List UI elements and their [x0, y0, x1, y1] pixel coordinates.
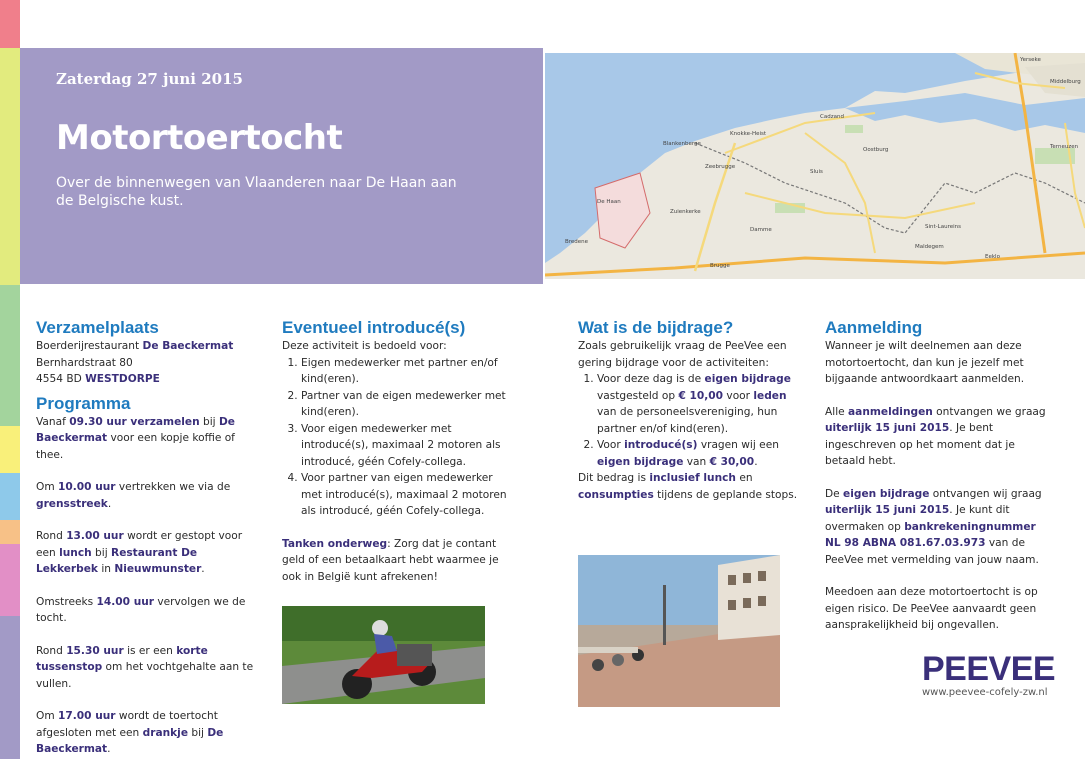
- event-date: Zaterdag 27 juni 2015: [56, 70, 243, 88]
- programma-item-6: Om 17.00 uur wordt de toertocht afgesloten met een drankje bij De Baeckermat.: [36, 710, 224, 755]
- aanmelding-p3: De eigen bijdrage ontvangen wij graag uiterlijk 15 juni 2015. Je kunt dit overmaken op bankrekeningnummer NL 98 ABNA 081.67.03.973 van de PeeVee met vermelding van jouw naam.: [825, 487, 1042, 566]
- route-map: [545, 53, 1085, 279]
- venue-line-1: Boerderijrestaurant De Baeckermat: [36, 340, 234, 352]
- aanmelding-p1: Wanneer je wilt deelnemen aan deze motortoertocht, dan kun je jezelf met bijgaande antwoordkaart aanmelden.: [825, 340, 1025, 385]
- strip-green: [0, 285, 20, 426]
- strip-light-yellow: [0, 426, 20, 473]
- label-sluis: Sluis: [810, 169, 823, 175]
- label-bredene: Bredene: [565, 239, 589, 245]
- hero-banner: [20, 48, 543, 284]
- label-zeebrugge: Zeebrugge: [705, 164, 736, 170]
- programma-item-1: Vanaf 09.30 uur verzamelen bij De Baeckermat voor een kopje koffie of thee.: [36, 415, 235, 461]
- programma-item-3: Rond 13.00 uur wordt er gestopt voor een lunch bij Restaurant De Lekkerbek in Nieuwmunster.: [36, 530, 243, 575]
- programma-item-4: Omstreeks 14.00 uur vervolgen we de tocht.: [36, 595, 246, 624]
- logo-url: www.peevee-cofely-zw.nl: [922, 687, 1048, 698]
- strip-yellow: [0, 48, 20, 285]
- label-de-haan: De Haan: [597, 199, 621, 205]
- tanken-note: Tanken onderweg: Zorg dat je contant geld of een betaalkaart hebt waarmee je ook in België kunt afrekenen!: [282, 537, 499, 583]
- heading-aanmelding: Aanmelding: [825, 318, 923, 337]
- list-item: 2. Voor introducé(s) vragen wij een eigen bijdrage van € 30,00.: [597, 437, 808, 470]
- aanmelding-p2: Alle aanmeldingen ontvangen we graag uiterlijk 15 juni 2015. Je bent ingeschreven op het moment dat je betaald hebt.: [825, 405, 1046, 467]
- label-cadzand: Cadzand: [820, 114, 844, 120]
- label-brugge: Brugge: [710, 263, 730, 269]
- programma-item-5: Rond 15.30 uur is er een korte tussenstop om het vochtgehalte aan te vullen.: [36, 644, 254, 690]
- heading-bijdrage: Wat is de bijdrage?: [578, 318, 734, 337]
- label-yerseke: Yerseke: [1020, 57, 1041, 63]
- column-verzamelplaats: [36, 318, 261, 758]
- label-middelburg: Middelburg: [1050, 79, 1081, 85]
- strip-blue: [0, 473, 20, 520]
- label-damme: Damme: [750, 227, 772, 233]
- venue-line-2: Bernhardstraat 80: [36, 356, 133, 369]
- introduce-intro: Deze activiteit is bedoeld voor:: [282, 340, 447, 352]
- peevee-logo: [922, 652, 1055, 700]
- venue-line-3: 4554 BD WESTDORPE: [36, 373, 160, 385]
- aanmelding-p4: Meedoen aan deze motortoertocht is op eigen risico. De PeeVee aanvaardt geen aansprakelijkheid bij ongevallen.: [825, 586, 1038, 631]
- page-title: Motortoertocht: [56, 118, 343, 158]
- bijdrage-intro: Zoals gebruikelijk vraag de PeeVee een gering bijdrage voor de activiteiten:: [578, 340, 787, 369]
- list-item: 2. Partner van de eigen medewerker met kind(eren).: [301, 388, 510, 421]
- label-sint-laureins: Sint-Laureins: [925, 224, 961, 230]
- label-maldegem: Maldegem: [915, 244, 944, 250]
- label-blankenberge: Blankenberge: [663, 141, 701, 147]
- motorcycle-photo: [282, 606, 485, 704]
- page-subtitle: Over de binnenwegen van Vlaanderen naar De Haan aan de Belgische kust.: [56, 175, 457, 209]
- introduce-list: [282, 355, 510, 520]
- strip-orange: [0, 520, 20, 544]
- column-introduce: [282, 318, 510, 585]
- programma-item-2: Om 10.00 uur vertrekken we via de grensstreek.: [36, 481, 231, 510]
- bijdrage-footer: Dit bedrag is inclusief lunch en consumpties tijdens de geplande stops.: [578, 472, 798, 501]
- label-terneuzen: Terneuzen: [1050, 144, 1079, 150]
- label-eeklo: Eeklo: [985, 254, 1000, 260]
- list-item: 1. Eigen medewerker met partner en/of kind(eren).: [301, 355, 510, 388]
- strip-purple: [0, 616, 20, 759]
- map-illustration: [545, 53, 1085, 279]
- strip-pink: [0, 544, 20, 616]
- logo-name: PEEVEE: [922, 650, 1056, 688]
- strip-red: [0, 0, 20, 48]
- list-item: 1. Voor deze dag is de eigen bijdrage vastgesteld op € 10,00 voor leden van de personeelsvereniging, hun partner en/of kind(eren).: [597, 371, 808, 437]
- heading-introduce: Eventueel introducé(s): [282, 318, 466, 337]
- label-zuienkerke: Zuienkerke: [670, 209, 701, 215]
- bijdrage-list: [578, 371, 808, 470]
- promenade-photo: [578, 555, 780, 707]
- label-knokke: Knokke-Heist: [730, 131, 767, 137]
- heading-programma: Programma: [36, 393, 131, 413]
- list-item: 3. Voor eigen medewerker met introducé(s), maximaal 2 motoren als introducé, géén Cofely-collega.: [301, 421, 510, 471]
- list-item: 4. Voor partner van eigen medewerker met introducé(s), maximaal 2 motoren als introducé, géén Cofely-collega.: [301, 470, 510, 520]
- label-oostburg: Oostburg: [863, 147, 889, 153]
- heading-verzamelplaats: Verzamelplaats: [36, 318, 159, 337]
- column-aanmelding: [825, 318, 1055, 634]
- column-bijdrage: [578, 318, 808, 503]
